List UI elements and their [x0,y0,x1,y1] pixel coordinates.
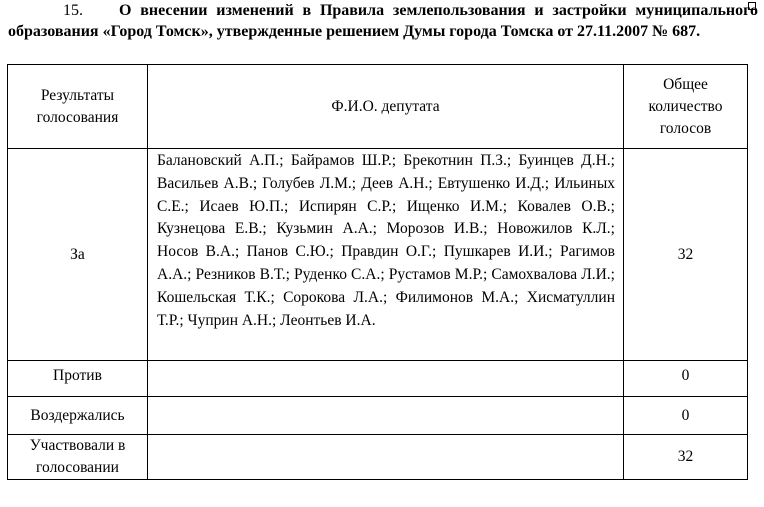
row-count-abstained: 0 [624,397,748,435]
item-title: О внесении изменений в Правила землепользования и застройки муниципального образования «Город Томск», утвержденные решением Думы города Томска от 27.11.2007 № 687. [8,2,758,40]
row-label-for: За [8,149,148,361]
row-count-for: 32 [624,149,748,361]
table-header-row [8,65,748,149]
deputy-names-for: Балановский А.П.; Байрамов Ш.Р.; Брекотнин П.З.; Буинцев Д.Н.; Васильев А.В.; Голубев Л.М.; Деев А.Н.; Евтушенко И.Д.; Ильиных С.Е.; Исаев Ю.П.; Испирян С.Р.; Ищенко И.М.; Ковалев О.В.; Кузнецова Е.В.; Кузьмин А.А.; Морозов И.В.; Новожилов К.Л.; Носов В.А.; Панов С.Ю.; Правдин О.Г.; Пушкарев И.И.; Рагимов А.А.; Резников В.Т.; Руденко С.А.; Рустамов М.Р.; Самохвалова Л.И.; Кошельская Т.К.; Сорокова Л.А.; Филимонов М.А.; Хисматуллин Т.Р.; Чуприн А.Н.; Леонтьев И.А. [148,149,624,361]
item-heading [8,0,758,42]
header-deputies: Ф.И.О. депутата [148,65,624,149]
row-label-participated: Участвовали в голосовании [8,435,148,480]
row-label-abstained: Воздержались [8,397,148,435]
row-label-against: Против [8,361,148,397]
header-results: Результаты голосования [8,65,148,149]
header-total: Общее количество голосов [624,65,748,149]
item-number: 15. [63,2,83,19]
table-row [8,149,748,361]
deputy-names-against [148,361,624,397]
deputy-names-participated [148,435,624,480]
voting-results-table [7,64,748,480]
deputy-names-abstained [148,397,624,435]
table-row [8,397,748,435]
row-count-against: 0 [624,361,748,397]
table-row [8,435,748,480]
table-row [8,361,748,397]
row-count-participated: 32 [624,435,748,480]
